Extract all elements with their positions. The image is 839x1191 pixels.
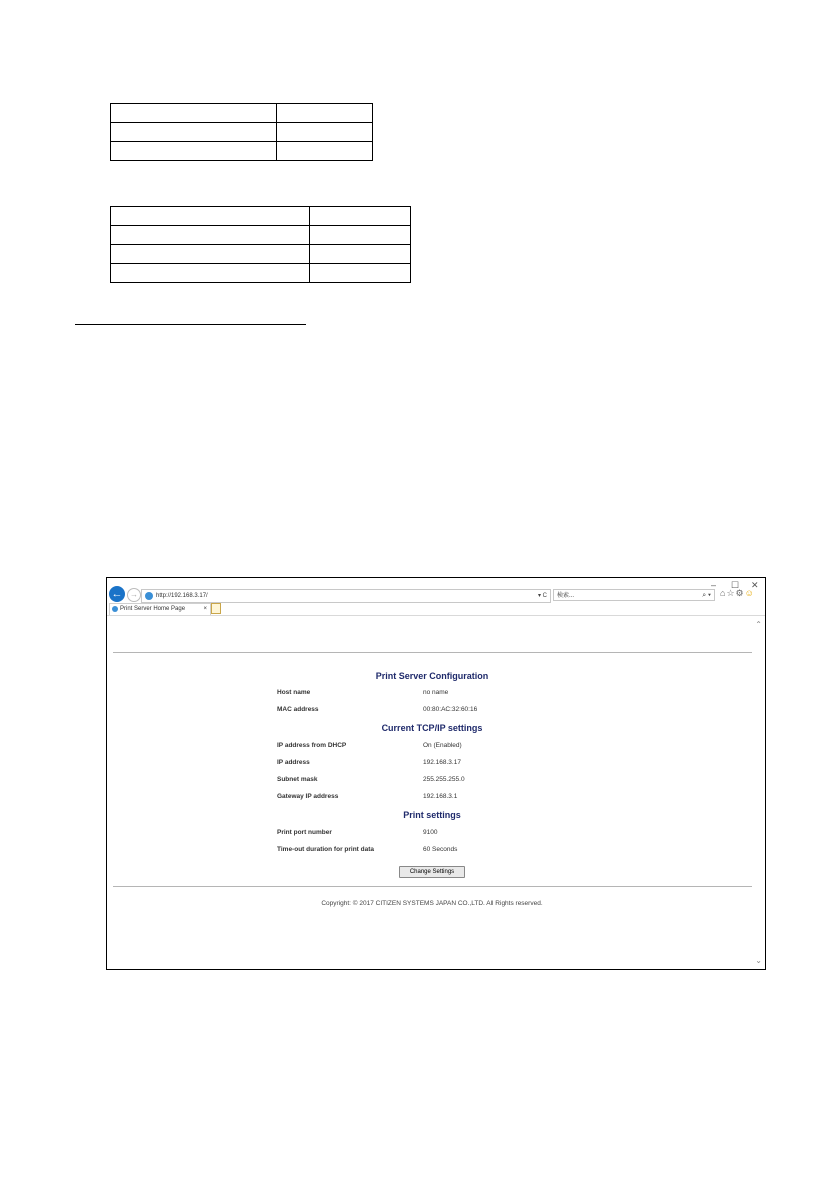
change-settings-button[interactable]: Change Settings — [399, 866, 465, 878]
value-print-port: 9100 — [423, 829, 438, 836]
table-cell — [277, 142, 373, 161]
bottom-divider — [113, 886, 752, 887]
table-row — [111, 245, 411, 264]
back-arrow-icon: ← — [111, 588, 123, 600]
value-gateway: 192.168.3.1 — [423, 793, 458, 800]
table-cell — [277, 104, 373, 123]
ie-tab-icon — [112, 606, 118, 612]
search-icon[interactable]: ⌕ ▾ — [702, 592, 711, 599]
table-cell — [111, 207, 310, 226]
table-row — [111, 264, 411, 283]
value-subnet-mask: 255.255.255.0 — [423, 776, 465, 783]
value-host-name: no name — [423, 689, 449, 696]
label-gateway: Gateway IP address — [277, 793, 339, 800]
close-window-button[interactable]: ✕ — [751, 580, 759, 590]
value-ip-address: 192.168.3.17 — [423, 759, 461, 766]
browser-window — [106, 577, 766, 970]
browser-chrome — [107, 578, 765, 616]
scroll-up-icon[interactable]: ⌃ — [755, 620, 762, 629]
table-cell — [111, 245, 310, 264]
label-timeout: Time-out duration for print data — [277, 846, 375, 853]
table-cell — [310, 207, 411, 226]
value-dhcp: On (Enabled) — [423, 742, 462, 749]
table-row — [111, 207, 411, 226]
address-text: http://192.168.3.17/ — [156, 593, 208, 599]
table-cell — [111, 123, 277, 142]
maximize-button[interactable]: ☐ — [731, 580, 740, 590]
search-input[interactable] — [553, 589, 715, 601]
value-mac-address: 00:80:AC:32:60:16 — [423, 706, 478, 713]
table-cell — [111, 104, 277, 123]
search-placeholder: 検索... — [557, 593, 575, 599]
toolbar-icons — [720, 588, 755, 599]
scroll-down-icon[interactable]: ⌄ — [755, 956, 762, 965]
table-cell — [277, 123, 373, 142]
section-title-config: Print Server Configuration — [375, 671, 489, 681]
empty-table-1 — [110, 103, 373, 161]
table-row — [111, 104, 373, 123]
table-cell — [111, 264, 310, 283]
section-title-tcpip: Current TCP/IP settings — [381, 723, 483, 733]
tab-close-icon[interactable]: × — [203, 606, 207, 612]
label-print-port: Print port number — [277, 829, 332, 836]
gear-icon[interactable]: ⚙ — [735, 588, 745, 598]
table-row — [111, 226, 411, 245]
star-icon[interactable]: ☆ — [726, 588, 736, 598]
address-bar[interactable] — [141, 589, 551, 603]
underline-rule — [75, 324, 306, 325]
smiley-icon[interactable]: ☺ — [744, 588, 755, 598]
tab-title: Print Server Home Page — [120, 606, 186, 612]
new-tab-button[interactable] — [211, 603, 221, 614]
table-row — [111, 123, 373, 142]
value-timeout: 60 Seconds — [423, 846, 458, 853]
home-icon[interactable]: ⌂ — [720, 588, 727, 598]
label-subnet-mask: Subnet mask — [277, 776, 318, 783]
table-cell — [310, 226, 411, 245]
ie-page-icon — [145, 592, 153, 600]
forward-button[interactable] — [127, 588, 141, 602]
top-divider — [113, 652, 752, 653]
refresh-icon[interactable]: ▾ C — [537, 593, 547, 599]
label-dhcp: IP address from DHCP — [277, 742, 347, 749]
page-content — [107, 616, 765, 969]
label-mac-address: MAC address — [277, 706, 319, 713]
copyright-text: Copyright: © 2017 CITIZEN SYSTEMS JAPAN CO.,LTD. All Rights reserved. — [321, 900, 543, 907]
table-cell — [111, 142, 277, 161]
table-cell — [310, 245, 411, 264]
table-cell — [310, 264, 411, 283]
section-title-print: Print settings — [403, 810, 461, 820]
label-host-name: Host name — [277, 689, 311, 696]
table-cell — [111, 226, 310, 245]
table-row — [111, 142, 373, 161]
label-ip-address: IP address — [277, 759, 310, 766]
empty-table-2 — [110, 206, 411, 283]
forward-arrow-icon: → — [130, 590, 138, 599]
tab-print-server[interactable] — [109, 603, 211, 615]
back-button[interactable] — [109, 586, 125, 602]
minimize-button[interactable]: – — [711, 580, 717, 590]
